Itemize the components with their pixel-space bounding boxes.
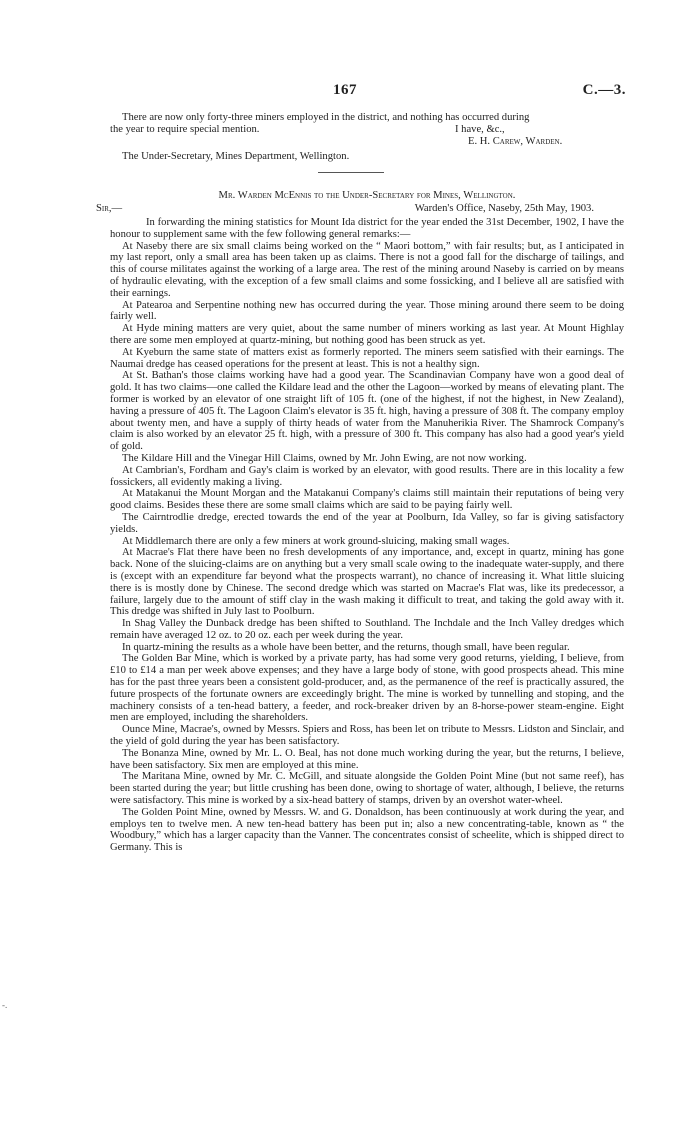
section-divider (318, 172, 384, 173)
letter-paragraph: In quartz-mining the results as a whole have been better, and the returns, though small, have been regular. (122, 641, 570, 653)
closing-line-2: the year to require special mention. (110, 123, 260, 135)
letter-header-line (96, 203, 624, 215)
margin-mark: -. (2, 1000, 8, 1010)
closing-signature: E. H. Carew, Warden. (468, 135, 563, 147)
letter-paragraph: At Hyde mining matters are very quiet, about the same number of miners working as last year. At Mount Highlay there are some men employed at quartz-mining, but nothing good has been struck as yet. (110, 323, 624, 346)
page-number: 167 (333, 82, 357, 98)
letter-paragraph: The Maritana Mine, owned by Mr. C. McGill, and situate alongside the Golden Point Mine (but not same reef), has been started during the year; but little crushing has been done, owing to shortage of water, although, I believe, the returns were satisfactory. This mine is worked by a six-head battery of stamps, driven by an overshot water-wheel. (110, 771, 624, 807)
closing-line-1: There are now only forty-three miners employed in the district, and nothing has occurred during (122, 112, 530, 123)
letter-paragraph: The Kildare Hill and the Vinegar Hill Claims, owned by Mr. John Ewing, are not now working. (122, 452, 527, 464)
letter-paragraph: At Matakanui the Mount Morgan and the Matakanui Company's claims still maintain their reputations of being very good claims. Besides these there are some small claims which are said to be paying fairly well. (110, 488, 624, 512)
letter-paragraph: At Cambrian's, Fordham and Gay's claim is worked by an elevator, with good results. There are in this locality a few fossickers, all evidently making a living. (110, 464, 624, 488)
closing-addressee: The Under-Secretary, Mines Department, Wellington. (122, 150, 350, 162)
letter-paragraph: In forwarding the mining statistics for Mount Ida district for the year ended the 31st December, 1902, I have the honour to supplement same with the few following general remarks:— (110, 217, 624, 240)
letter-paragraph: The Golden Point Mine, owned by Messrs. W. and G. Donaldson, has been continuously at work during the year, and employs ten to twelve men. A new ten-head battery has been put in; also a new concentrating-table, known as “ the Woodbury,” which has a larger capacity than the Vanner. The concentrates consist of scheelite, which is shipped direct to Germany. This is (110, 806, 624, 854)
letter-paragraph: At Middlemarch there are only a few miners at work ground-sluicing, making small wages. (122, 535, 510, 547)
letter-paragraph: Ounce Mine, Macrae's, owned by Messrs. Spiers and Ross, has been let on tribute to Messrs. Lidston and Sinclair, and the yield of gold during the year has been satisfactory. (110, 724, 624, 748)
letter-paragraph: The Golden Bar Mine, which is worked by a private party, has had some very good returns, yielding, I believe, from £10 to £14 a man per week above expenses; and they have a large body of stone, with good prospects ahead. This mine has for the past three years been a consistent gold-producer, and, as the permanence of the reef is practically assured, the future prospects of the fortunate owners are exceedingly bright. The mine is worked by tunnelling and stoping, and the machinery consists of a ten-head battery, a feeder, and rock-breaker driven by an 8-horse-power steam-engine. Eight men are employed, including the shareholders. (110, 653, 624, 724)
letter-paragraph: At St. Bathan's those claims working have had a good year. The Scandinavian Company have won a good deal of gold. It has two claims—one called the Kildare lead and the other the Lagoon—worked by means of elevating plant. The former is worked by an elevator of one straight lift of 105 ft. (one of the highest, if not the highest, in New Zealand), having a pressure of 405 ft. The Lagoon Claim's elevator is 35 ft. high, having a pressure of 308 ft. The company employ about twenty men, and have a supply of thirty heads of water from the Manuherikia River. The Shamrock Company's claim is also worked by an elevator 25 ft. high, with a pressure of 300 ft. This company has also had a good year's yield of gold. (110, 370, 624, 453)
document-code: C.—3. (582, 82, 626, 98)
letter-paragraph: In Shag Valley the Dunback dredge has been shifted to Southland. The Inchdale and the Inch Valley dredges which remain have averaged 12 oz. to 20 oz. each per week during the year. (110, 618, 624, 641)
letter-paragraph: At Naseby there are six small claims being worked on the “ Maori bottom,” with fair results; but, as I anticipated in my last report, only a small area has been taken up as claims. There is not a good fall for the discharge of tailings, and this of course militates against the working of a large area. The rest of the mining around Naseby is carried on by means of hydraulic elevating, with the exception of a few small claims and some fossicking, and I believe all are satisfied with their earnings. (110, 240, 624, 299)
letter-paragraph: The Cairntrodlie dredge, erected towards the end of the year at Poolburn, Ida Valley, so far is giving satisfactory yields. (110, 511, 624, 535)
letter-paragraph: At Macrae's Flat there have been no fresh developments of any importance, and, except in quartz, mining has gone back. None of the sluicing-claims are on anything but a very small scale owing to the inadequate water-supply, and there is (except with an expenditure far beyond what the prospects warrant), no chance of increasing it. What little sluicing there is is mostly done by Chinese. The second dredge which was started on Macrae's Flat was, like its predecessor, a failure, largely due to the amount of stiff clay in the wash making it difficult to treat, and taking the gold away with it. This dredge was shifted in July last to Poolburn. (110, 547, 624, 618)
letter-salutation: Sir,— (96, 203, 123, 214)
letter-body (110, 217, 624, 854)
letter-dateline: Warden's Office, Naseby, 25th May, 1903. (414, 203, 594, 214)
page-header (0, 82, 700, 102)
letter-paragraph: The Bonanza Mine, owned by Mr. L. O. Beal, has not done much working during the year, but the returns, I believe, have been satisfactory. Six men are employed at this mine. (110, 747, 624, 771)
letter-title: Mr. Warden McEnnis to the Under-Secretary for Mines, Wellington. (218, 190, 516, 201)
letter-paragraph: At Kyeburn the same state of matters exist as formerly reported. The miners seem satisfied with their earnings. The Naumai dredge has ceased operations for the present at least. This is not a healthy sign. (110, 346, 624, 370)
closing-block (110, 112, 624, 163)
closing-i-have: I have, &c., (455, 123, 505, 135)
letter-paragraph: At Patearoa and Serpentine nothing new has occurred during the year. Those mining around there seem to be doing fairly well. (110, 299, 624, 323)
